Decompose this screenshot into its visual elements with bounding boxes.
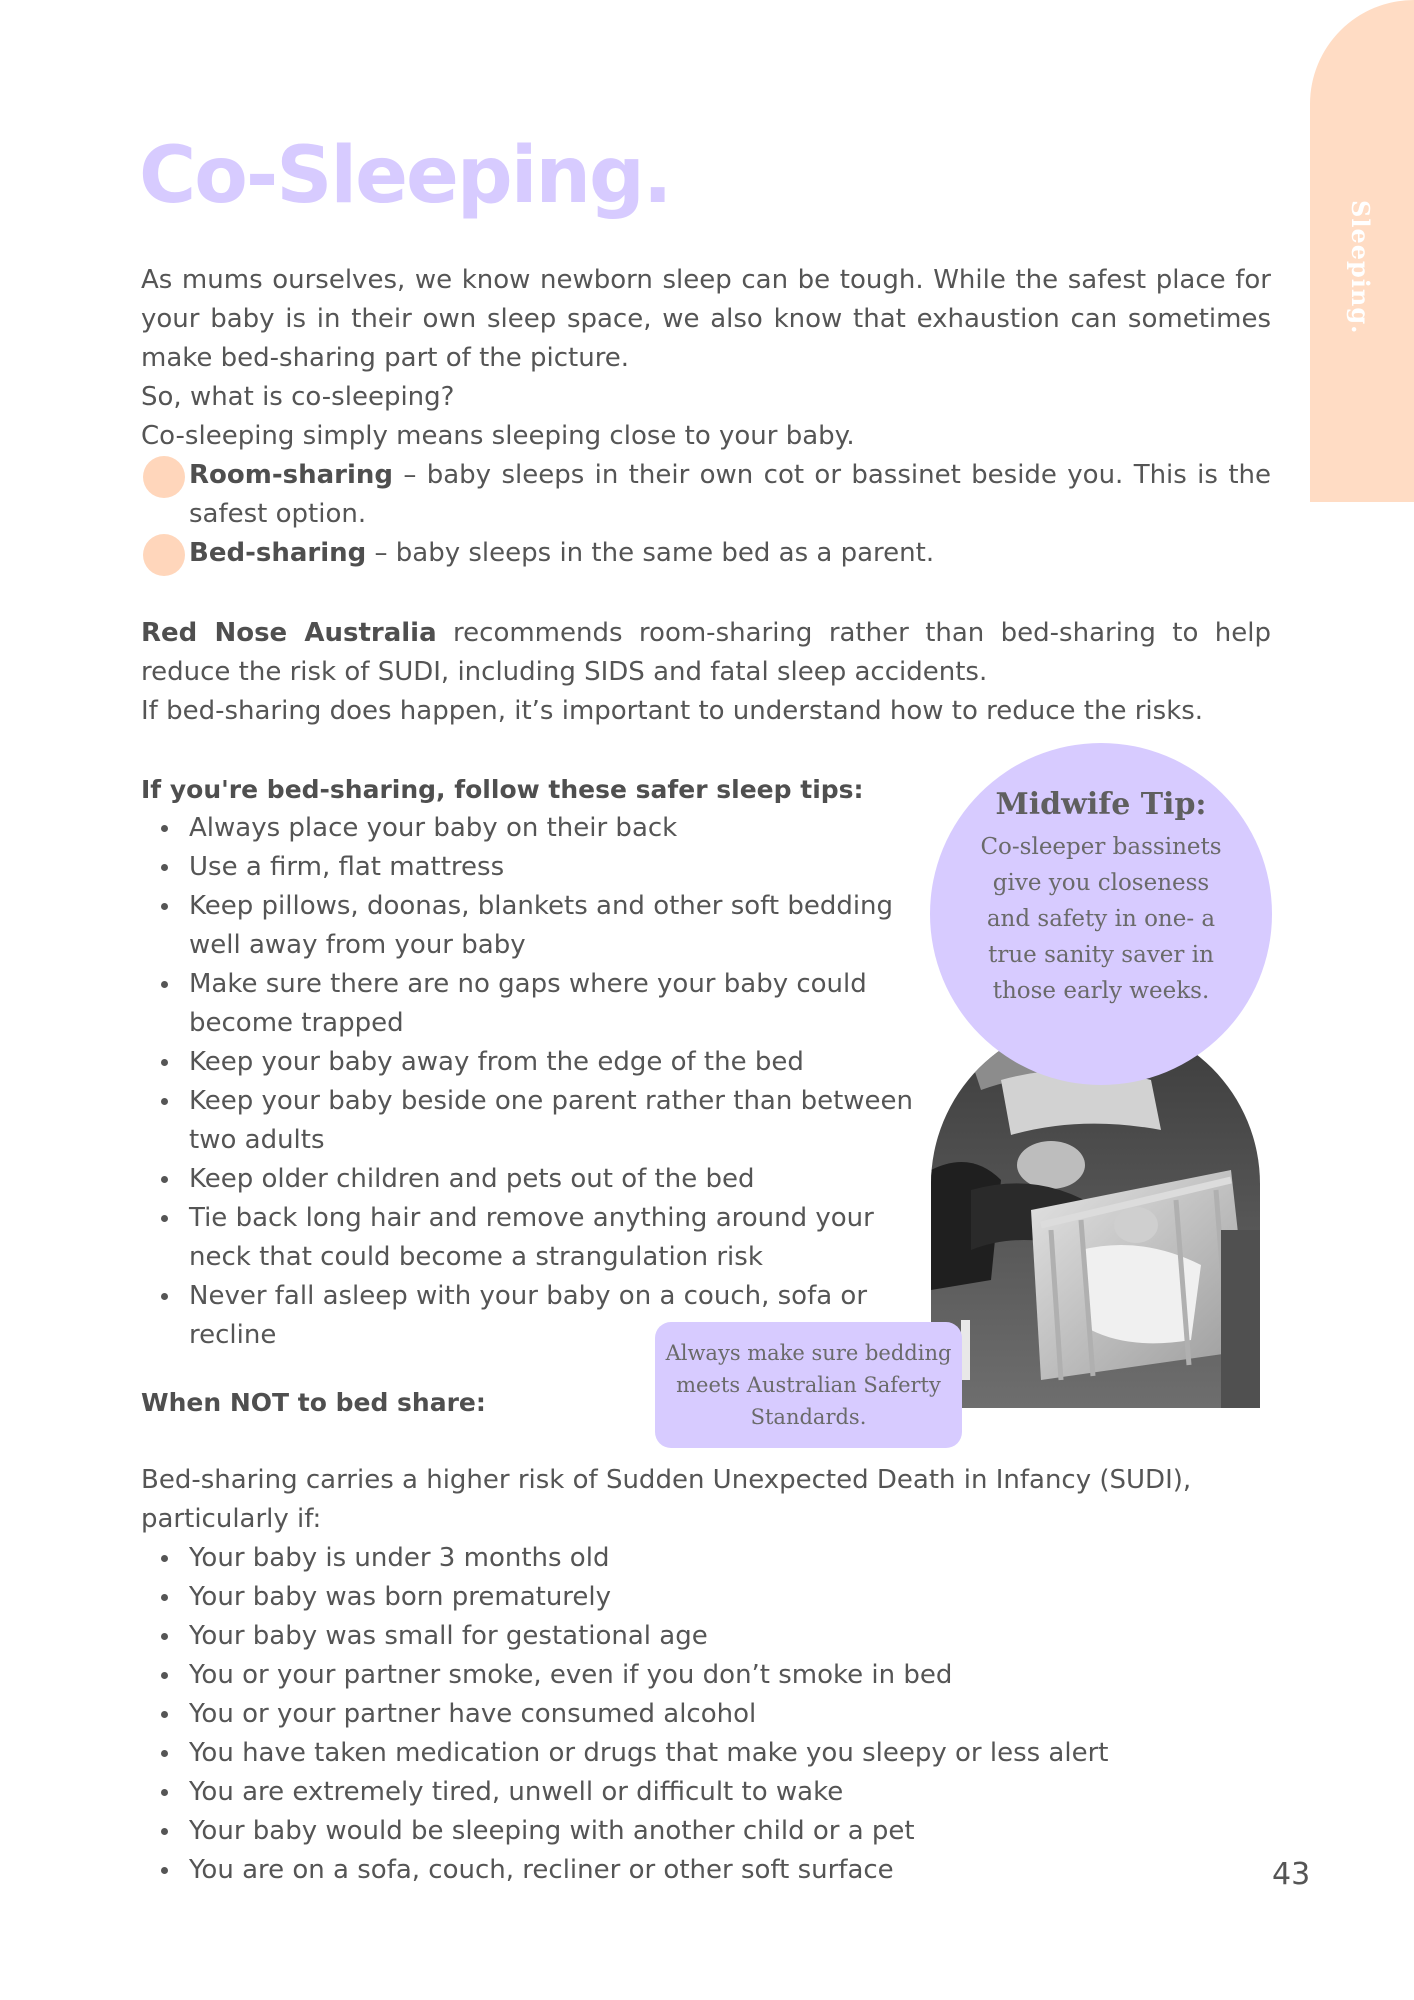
bullet-icon	[161, 1098, 168, 1105]
bullet-icon	[161, 1633, 168, 1640]
list-item: Use a firm, flat mattress	[141, 848, 921, 887]
tips-heading: If you're bed-sharing, follow these safer sleep tips:	[141, 775, 864, 804]
midwife-tip-body: Co-sleeper bassinets give you closeness and safety in one- a true sanity saver in those early weeks.	[980, 834, 1222, 1004]
page-title: Co-Sleeping.	[139, 131, 671, 221]
bullet-icon	[161, 1176, 168, 1183]
list-item: Make sure there are no gaps where your baby could become trapped	[141, 965, 921, 1043]
intro-paragraph: As mums ourselves, we know newborn sleep can be tough. While the safest place for your baby is in their own sleep space, we also know that exhaustion can sometimes make bed-sharing part of the picture.	[141, 265, 1271, 373]
recommendation-text: recommends room-sharing rather than bed-sharing to help reduce the risk of SUDI, including SIDS and fatal sleep accidents.	[141, 618, 1272, 687]
bullet-icon	[161, 1215, 168, 1222]
list-item: Your baby was small for gestational age	[141, 1617, 1301, 1656]
risk-section	[141, 1461, 1301, 1890]
list-item: Your baby is under 3 months old	[141, 1539, 1301, 1578]
list-item: Keep your baby beside one parent rather than between two adults	[141, 1082, 921, 1160]
intro-section	[141, 261, 1271, 573]
recommendation-paragraph	[141, 614, 1271, 692]
tips-list	[141, 809, 921, 1355]
bullet-icon	[161, 864, 168, 871]
room-sharing-term: Room-sharing	[189, 460, 394, 490]
list-item: Always place your baby on their back	[141, 809, 921, 848]
midwife-tip-title: Midwife Tip:	[995, 787, 1207, 822]
bullet-icon	[161, 825, 168, 832]
intro-definition: Co-sleeping simply means sleeping close to your baby.	[141, 421, 855, 451]
bullet-icon	[161, 1594, 168, 1601]
bullet-icon	[161, 1750, 168, 1757]
list-item: You have taken medication or drugs that make you sleepy or less alert	[141, 1734, 1301, 1773]
list-item: Never fall asleep with your baby on a couch, sofa or recline	[141, 1277, 921, 1355]
section-tab-label: Sleeping.	[1346, 200, 1375, 335]
bullet-icon	[161, 1555, 168, 1562]
bullet-icon	[161, 1711, 168, 1718]
safer-sleep-tips	[141, 770, 921, 1355]
bed-sharing-item	[141, 534, 1271, 573]
list-item: Keep pillows, doonas, blankets and other soft bedding well away from your baby	[141, 887, 921, 965]
standards-callout	[655, 1322, 962, 1448]
list-item: Keep your baby away from the edge of the bed	[141, 1043, 921, 1082]
list-item: Tie back long hair and remove anything around your neck that could become a strangulation risk	[141, 1199, 921, 1277]
list-item: Your baby would be sleeping with another child or a pet	[141, 1812, 1301, 1851]
page-number: 43	[1272, 1857, 1311, 1892]
bullet-icon	[161, 981, 168, 988]
list-item: Keep older children and pets out of the bed	[141, 1160, 921, 1199]
intro-question: So, what is co-sleeping?	[141, 382, 455, 412]
bullet-icon	[161, 1867, 168, 1874]
list-item: You or your partner smoke, even if you don’t smoke in bed	[141, 1656, 1301, 1695]
list-item: You are extremely tired, unwell or difficult to wake	[141, 1773, 1301, 1812]
bullet-icon	[161, 1059, 168, 1066]
peach-bullet-icon	[143, 534, 185, 576]
not-share-heading: When NOT to bed share:	[141, 1388, 486, 1417]
peach-bullet-icon	[143, 456, 185, 498]
bed-sharing-text: – baby sleeps in the same bed as a parent.	[366, 538, 935, 568]
room-sharing-item	[141, 456, 1271, 534]
bullet-icon	[161, 1293, 168, 1300]
recommendation-org: Red Nose Australia	[141, 618, 437, 648]
recommendation-section	[141, 614, 1271, 731]
bullet-icon	[161, 1672, 168, 1679]
room-sharing-text: – baby sleeps in their own cot or bassinet beside you. This is the safest option.	[189, 460, 1271, 529]
recommendation-followup: If bed-sharing does happen, it’s important to understand how to reduce the risks.	[141, 696, 1204, 726]
standards-note: Always make sure bedding meets Australian Saferty Standards.	[665, 1341, 952, 1429]
midwife-tip-callout	[930, 743, 1272, 1085]
bullet-icon	[161, 1789, 168, 1796]
list-item: You are on a sofa, couch, recliner or other soft surface	[141, 1851, 1301, 1890]
bullet-icon	[161, 1828, 168, 1835]
risk-intro: Bed-sharing carries a higher risk of Sudden Unexpected Death in Infancy (SUDI), particularly if:	[141, 1465, 1192, 1534]
list-item: Your baby was born prematurely	[141, 1578, 1301, 1617]
bullet-icon	[161, 903, 168, 910]
bed-sharing-term: Bed-sharing	[189, 538, 367, 568]
list-item: You or your partner have consumed alcohol	[141, 1695, 1301, 1734]
risk-list	[141, 1539, 1301, 1890]
